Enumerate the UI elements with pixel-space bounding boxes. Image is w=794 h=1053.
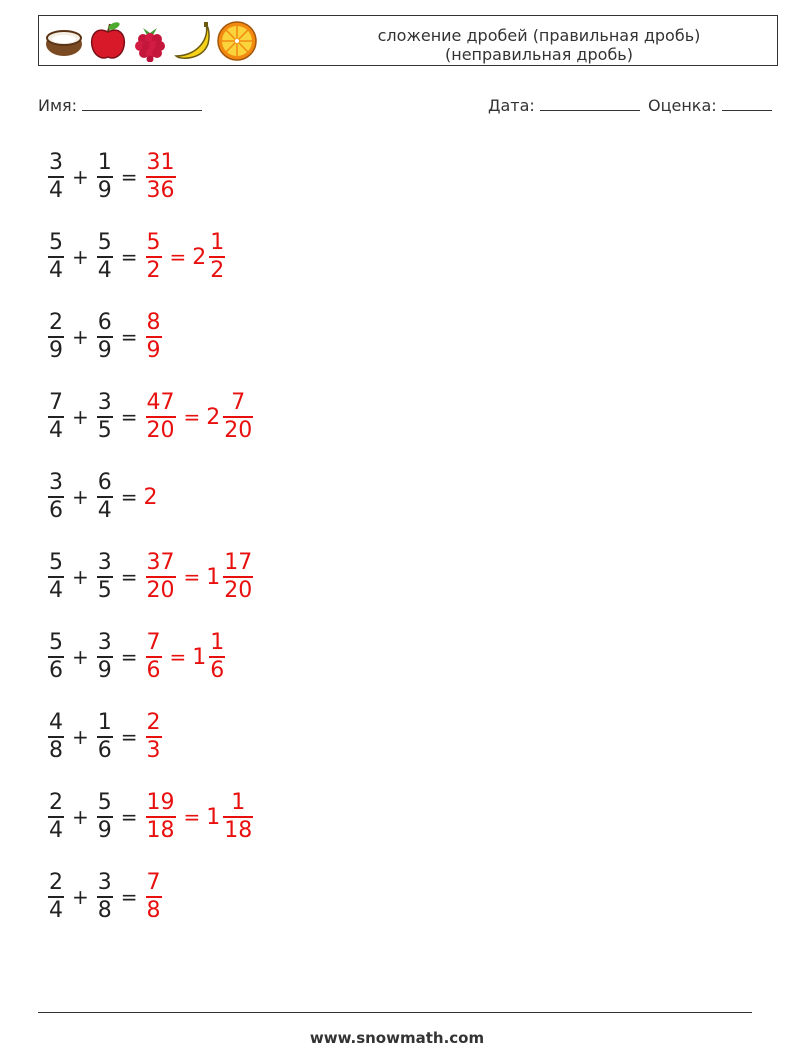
plus-sign: + [72, 565, 89, 589]
answer-fraction [146, 551, 176, 603]
fraction [48, 471, 64, 523]
equals-sign: = [120, 325, 138, 349]
grade-label: Оценка: [648, 96, 717, 115]
fraction [97, 871, 113, 923]
name-field [38, 96, 202, 115]
denominator: 8 [49, 737, 63, 763]
fraction [48, 151, 64, 203]
numerator: 3 [97, 390, 112, 416]
fraction [97, 631, 113, 683]
denominator: 4 [49, 817, 63, 843]
denominator: 6 [49, 497, 63, 523]
denominator: 9 [97, 177, 112, 203]
answer-equals-sign: = [183, 565, 201, 589]
mixed-fraction [223, 391, 253, 443]
plus-sign: + [72, 645, 89, 669]
numerator: 47 [146, 390, 175, 416]
apple-icon [88, 20, 128, 62]
orange-icon [215, 20, 259, 62]
denominator: 6 [146, 657, 161, 683]
denominator: 8 [97, 897, 112, 923]
denominator: 4 [97, 497, 112, 523]
numerator: 8 [146, 310, 161, 336]
denominator: 9 [146, 337, 161, 363]
denominator: 9 [97, 817, 112, 843]
numerator: 5 [97, 790, 112, 816]
mixed-fraction [223, 551, 253, 603]
denominator: 4 [49, 577, 63, 603]
fruit-icons [43, 20, 259, 62]
numerator: 1 [210, 630, 225, 656]
answer-fraction [146, 151, 176, 203]
numerator: 2 [146, 710, 161, 736]
problem-row [46, 386, 255, 448]
plus-sign: + [72, 885, 89, 909]
numerator: 3 [97, 630, 112, 656]
denominator: 20 [146, 417, 175, 443]
mixed-fraction [209, 631, 225, 683]
numerator: 2 [49, 790, 63, 816]
numerator: 7 [49, 390, 63, 416]
denominator: 6 [97, 737, 112, 763]
numerator: 6 [97, 310, 112, 336]
answer-fraction [146, 871, 162, 923]
denominator: 6 [49, 657, 63, 683]
equals-sign: = [120, 485, 138, 509]
numerator: 19 [146, 790, 175, 816]
date-label: Дата: [488, 96, 535, 115]
answer-equals-sign: = [183, 405, 201, 429]
equals-sign: = [120, 885, 138, 909]
denominator: 6 [210, 657, 225, 683]
date-blank[interactable] [540, 96, 640, 111]
plus-sign: + [72, 805, 89, 829]
mixed-whole: 2 [206, 404, 221, 430]
answer-fraction [146, 391, 176, 443]
footer-url: www.snowmath.com [309, 1029, 485, 1047]
answer-equals-sign: = [169, 245, 187, 269]
denominator: 4 [49, 177, 63, 203]
fraction [48, 631, 64, 683]
numerator: 1 [97, 710, 112, 736]
plus-sign: + [72, 245, 89, 269]
denominator: 2 [210, 257, 225, 283]
denominator: 9 [97, 657, 112, 683]
numerator: 1 [97, 150, 112, 176]
fraction [48, 231, 64, 283]
answer-fraction [146, 791, 176, 843]
answer-fraction [146, 631, 162, 683]
answer-fraction [146, 231, 162, 283]
answer-equals-sign: = [169, 645, 187, 669]
plus-sign: + [72, 165, 89, 189]
answer-whole: 2 [143, 484, 158, 510]
problem-row [46, 866, 164, 928]
equals-sign: = [120, 165, 138, 189]
numerator: 2 [49, 870, 63, 896]
fraction [97, 231, 113, 283]
date-field [488, 96, 640, 115]
numerator: 3 [97, 550, 112, 576]
fraction [48, 871, 64, 923]
grade-blank[interactable] [722, 96, 772, 111]
denominator: 20 [146, 577, 175, 603]
plus-sign: + [72, 405, 89, 429]
denominator: 36 [146, 177, 175, 203]
numerator: 7 [146, 870, 161, 896]
mixed-whole: 1 [206, 564, 221, 590]
numerator: 3 [49, 470, 63, 496]
numerator: 5 [49, 550, 63, 576]
name-label: Имя: [38, 96, 78, 115]
fraction [97, 711, 113, 763]
denominator: 4 [49, 257, 63, 283]
equals-sign: = [120, 405, 138, 429]
numerator: 5 [97, 230, 112, 256]
fraction [97, 551, 113, 603]
problem-row [46, 146, 178, 208]
numerator: 6 [97, 470, 112, 496]
fraction [97, 791, 113, 843]
fraction [97, 471, 113, 523]
numerator: 5 [146, 230, 161, 256]
denominator: 8 [146, 897, 161, 923]
problem-row [46, 626, 227, 688]
problem-row [46, 786, 255, 848]
plus-sign: + [72, 325, 89, 349]
worksheet-header [38, 15, 778, 66]
grade-field [648, 96, 772, 115]
equals-sign: = [120, 645, 138, 669]
worksheet-title [329, 26, 749, 64]
fraction [97, 311, 113, 363]
problem-row [46, 706, 164, 768]
numerator: 5 [49, 230, 63, 256]
denominator: 20 [224, 417, 253, 443]
problem-row [46, 466, 159, 528]
denominator: 4 [97, 257, 112, 283]
name-blank[interactable] [82, 96, 202, 111]
mixed-fraction [223, 791, 253, 843]
numerator: 1 [210, 230, 225, 256]
numerator: 3 [97, 870, 112, 896]
numerator: 7 [231, 390, 246, 416]
mixed-fraction [209, 231, 225, 283]
equals-sign: = [120, 565, 138, 589]
denominator: 9 [49, 337, 63, 363]
numerator: 7 [146, 630, 161, 656]
denominator: 2 [146, 257, 161, 283]
answer-fraction [146, 311, 162, 363]
problem-row [46, 226, 227, 288]
plus-sign: + [72, 485, 89, 509]
answer-equals-sign: = [183, 805, 201, 829]
denominator: 18 [224, 817, 253, 843]
numerator: 3 [49, 150, 63, 176]
numerator: 1 [231, 790, 246, 816]
plus-sign: + [72, 725, 89, 749]
footer-divider [38, 1012, 752, 1013]
denominator: 20 [224, 577, 253, 603]
fraction [48, 551, 64, 603]
numerator: 5 [49, 630, 63, 656]
equals-sign: = [120, 805, 138, 829]
fraction [97, 391, 113, 443]
fraction [97, 151, 113, 203]
numerator: 31 [146, 150, 175, 176]
mixed-whole: 1 [192, 644, 207, 670]
fraction [48, 391, 64, 443]
coconut-icon [43, 20, 85, 62]
numerator: 37 [146, 550, 175, 576]
denominator: 9 [97, 337, 112, 363]
title-line-2: (неправильная дробь) [445, 45, 633, 64]
denominator: 4 [49, 897, 63, 923]
denominator: 4 [49, 417, 63, 443]
denominator: 18 [146, 817, 175, 843]
mixed-whole: 2 [192, 244, 207, 270]
numerator: 4 [49, 710, 63, 736]
numerator: 2 [49, 310, 63, 336]
problem-row [46, 546, 255, 608]
fraction [48, 311, 64, 363]
denominator: 5 [97, 577, 112, 603]
equals-sign: = [120, 725, 138, 749]
title-line-1: сложение дробей (правильная дробь) [377, 26, 701, 45]
equals-sign: = [120, 245, 138, 269]
numerator: 17 [224, 550, 253, 576]
fraction [48, 711, 64, 763]
mixed-whole: 1 [206, 804, 221, 830]
raspberry-icon [131, 20, 169, 62]
problem-row [46, 306, 164, 368]
fraction [48, 791, 64, 843]
answer-fraction [146, 711, 162, 763]
denominator: 3 [146, 737, 161, 763]
banana-icon [172, 20, 212, 62]
denominator: 5 [97, 417, 112, 443]
